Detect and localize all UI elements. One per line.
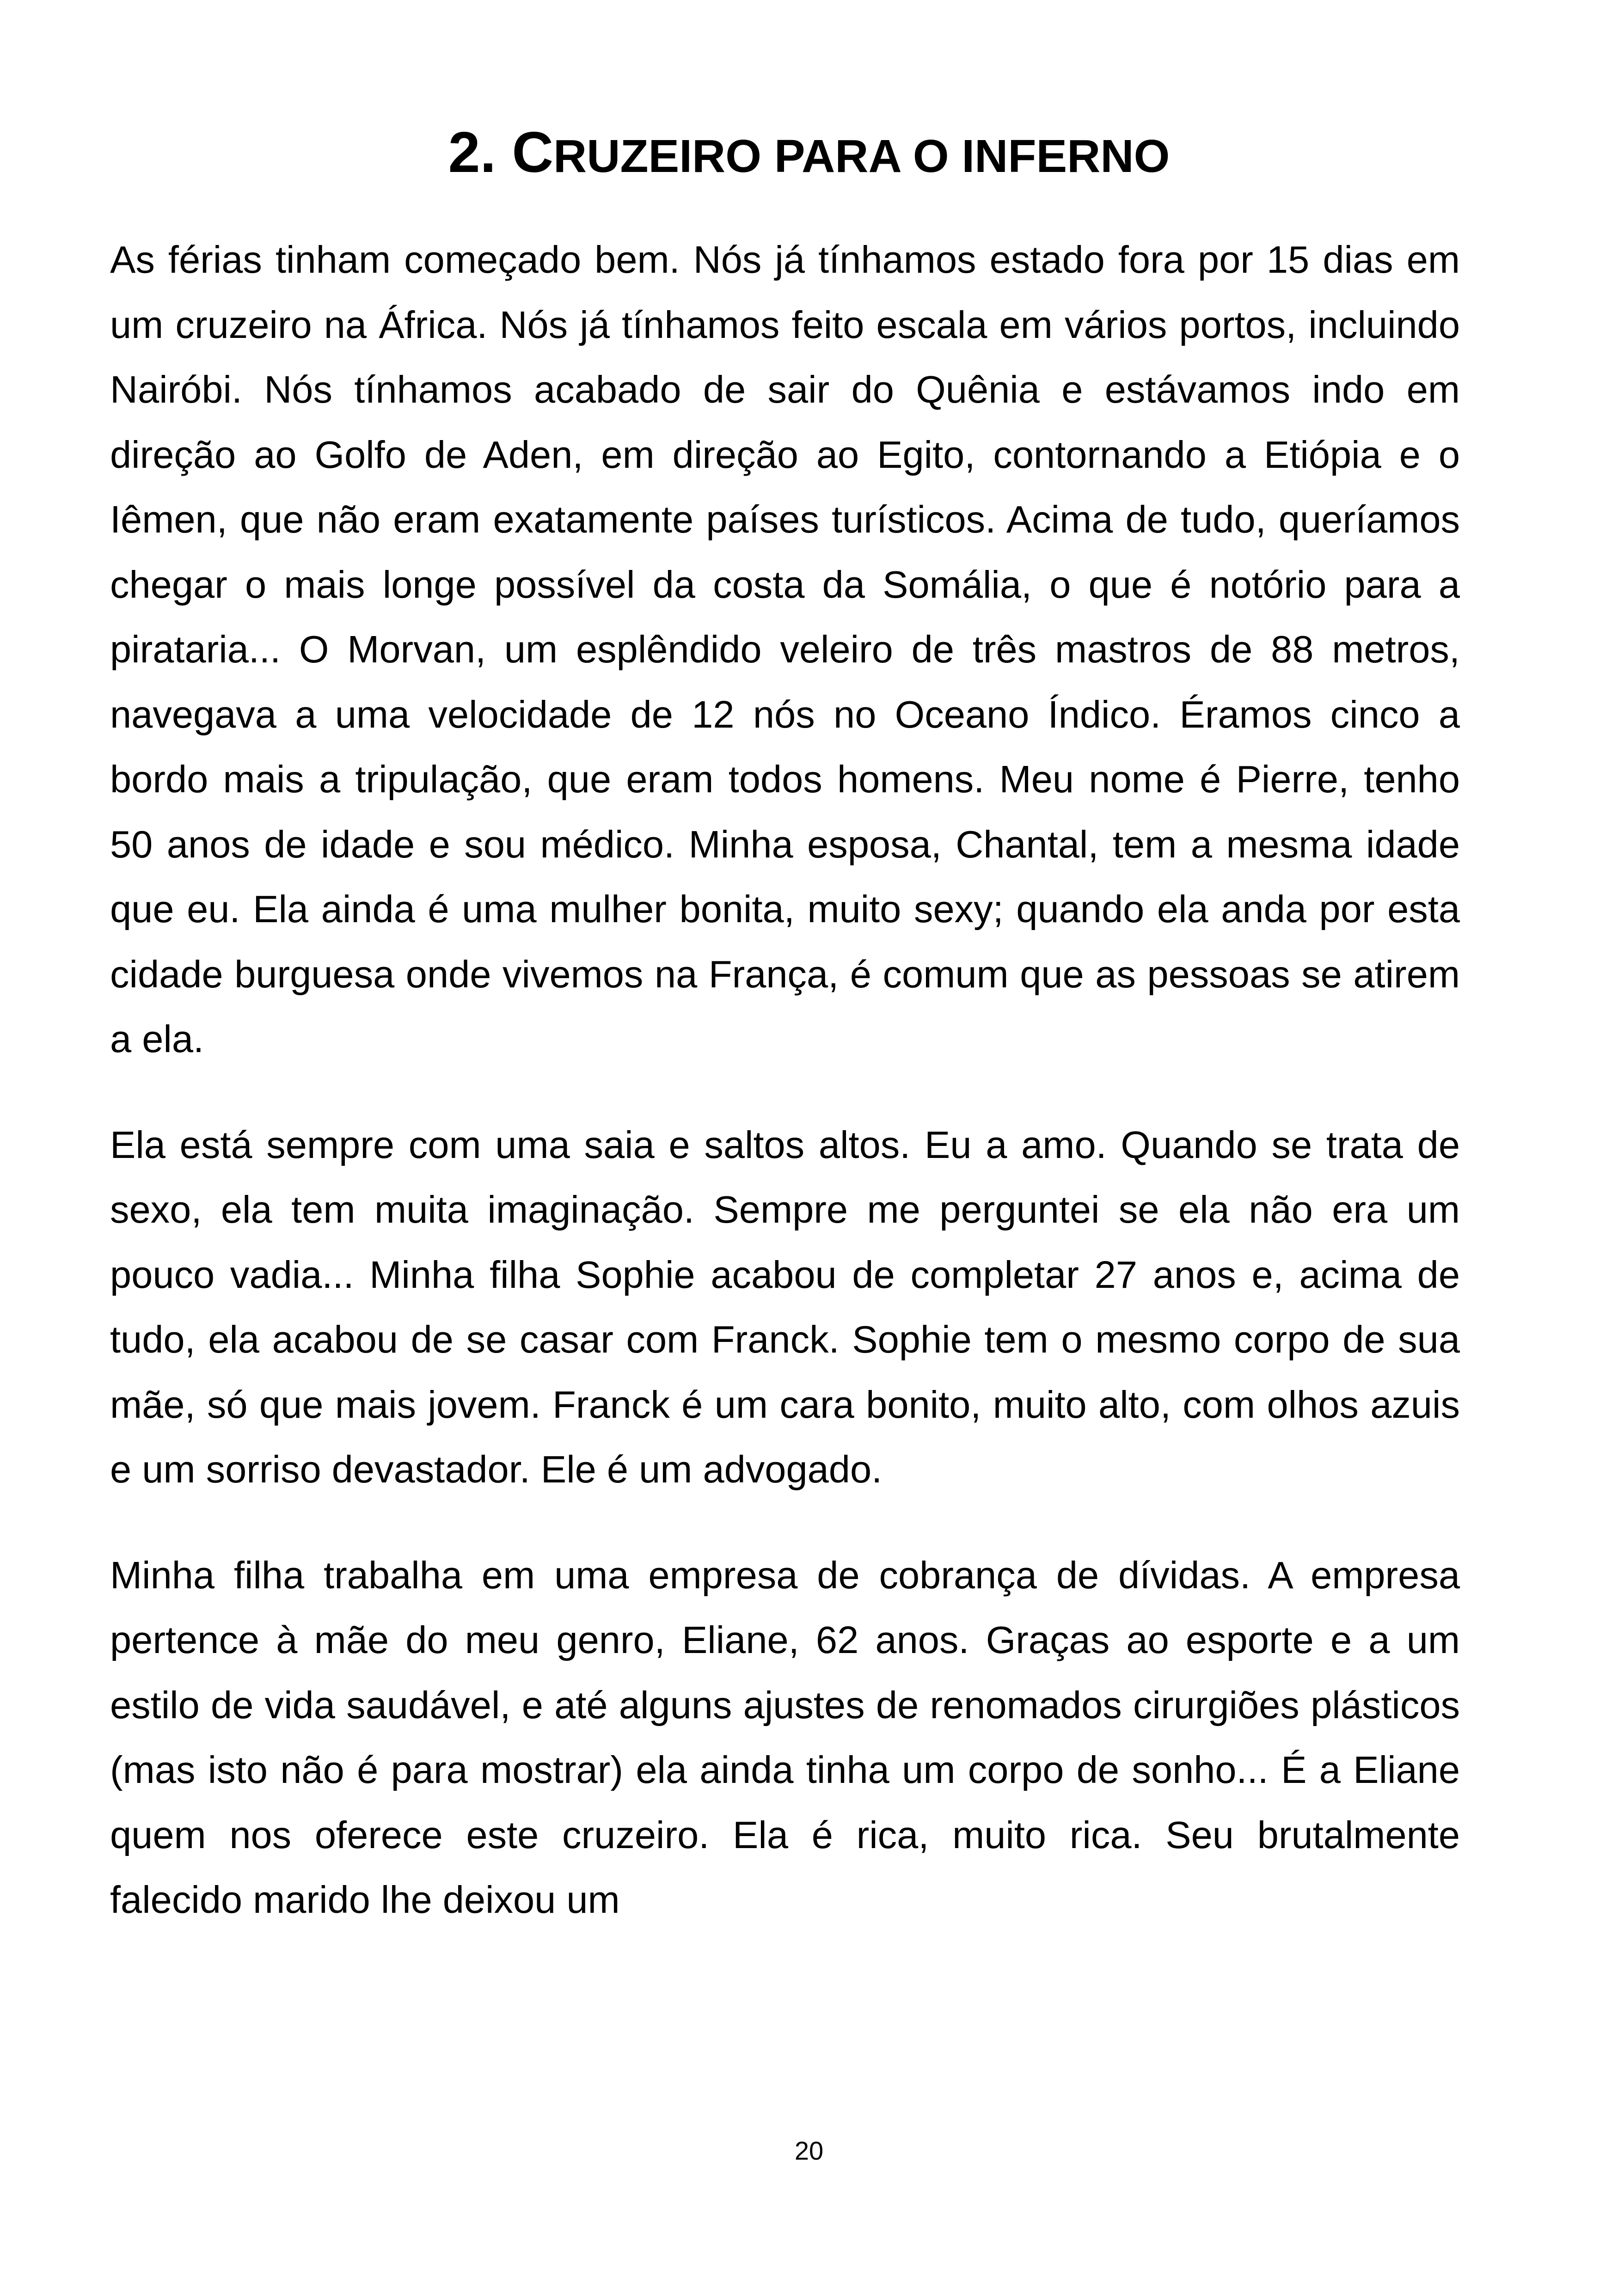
chapter-body [110, 227, 1460, 1973]
page-number: 20 [794, 2136, 824, 2165]
paragraph-2: Ela está sempre com uma saia e saltos altos. Eu a amo. Quando se trata de sexo, ela tem muita imaginação. Sempre me perguntei se ela não era um pouco vadia... Minha filha Sophie acabou de completar 27 anos e, acima de tudo, ela acabou de se casar com Franck. Sophie tem o mesmo corpo de sua mãe, só que mais jovem. Franck é um cara bonito, muito alto, com olhos azuis e um sorriso devastador. Ele é um advogado. [110, 1123, 1460, 1491]
chapter-title-initial: C [512, 121, 554, 184]
chapter-title [0, 118, 1618, 191]
paragraph-1: As férias tinham começado bem. Nós já tínhamos estado fora por 15 dias em um cruzeiro na África. Nós já tínhamos feito escala em vários portos, incluindo Nairóbi. Nós tínhamos acabado de sair do Quênia e estávamos indo em direção ao Golfo de Aden, em direção ao Egito, contornando a Etiópia e o Iêmen, que não eram exatamente países turísticos. Acima de tudo, queríamos chegar o mais longe possível da costa da Somália, o que é notório para a pirataria... O Morvan, um esplêndido veleiro de três mastros de 88 metros, navegava a uma velocidade de 12 nós no Oceano Índico. Éramos cinco a bordo mais a tripulação, que eram todos homens. Meu nome é Pierre, tenho 50 anos de idade e sou médico. Minha esposa, Chantal, tem a mesma idade que eu. Ela ainda é uma mulher bonita, muito sexy; quando ela anda por esta cidade burguesa onde vivemos na França, é comum que as pessoas se atirem a ela. [110, 238, 1460, 1060]
chapter-number: 2. [448, 121, 496, 184]
paragraph-3: Minha filha trabalha em uma empresa de cobrança de dívidas. A empresa pertence à mãe do meu genro, Eliane, 62 anos. Graças ao esporte e a um estilo de vida saudável, e até alguns ajustes de renomados cirurgiões plásticos (mas isto não é para mostrar) ela ainda tinha um corpo de sonho... É a Eliane quem nos oferece este cruzeiro. Ela é rica, muito rica. Seu brutalmente falecido marido lhe deixou um [110, 1553, 1460, 1921]
chapter-title-rest: RUZEIRO PARA O INFERNO [553, 130, 1170, 182]
